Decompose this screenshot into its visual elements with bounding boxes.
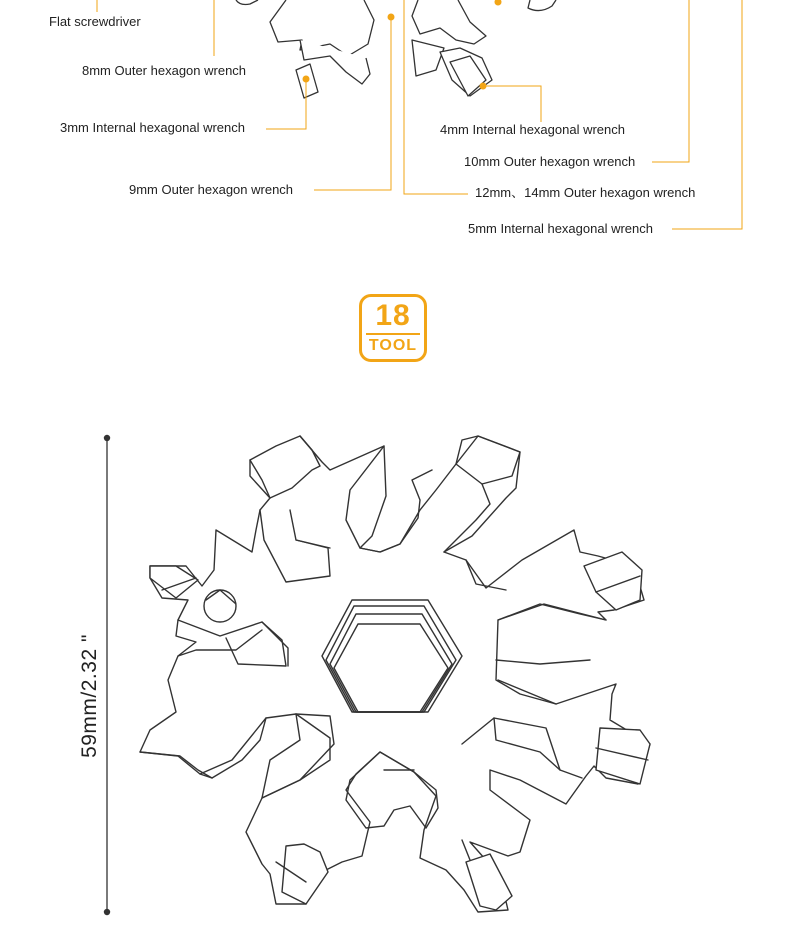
callout-5mm-internal: 5mm Internal hexagonal wrench	[468, 221, 653, 236]
tool-outline	[140, 436, 650, 912]
callout-12-14mm-outer: 12mm、14mm Outer hexagon wrench	[475, 185, 696, 200]
key-ring-hole	[204, 590, 236, 622]
dimension-label: 59mm/2.32 "	[78, 634, 101, 758]
badge-number: 18	[375, 299, 411, 332]
callout-flat-screwdriver: Flat screwdriver	[49, 14, 141, 29]
badge-word: TOOL	[368, 337, 418, 354]
callout-3mm-internal: 3mm Internal hexagonal wrench	[60, 120, 245, 135]
callout-8mm-outer: 8mm Outer hexagon wrench	[82, 63, 247, 78]
callout-4mm-internal: 4mm Internal hexagonal wrench	[440, 122, 625, 137]
tool-body	[140, 436, 650, 912]
callout-9mm-outer: 9mm Outer hexagon wrench	[129, 182, 294, 197]
callout-10mm-outer: 10mm Outer hexagon wrench	[464, 154, 636, 169]
